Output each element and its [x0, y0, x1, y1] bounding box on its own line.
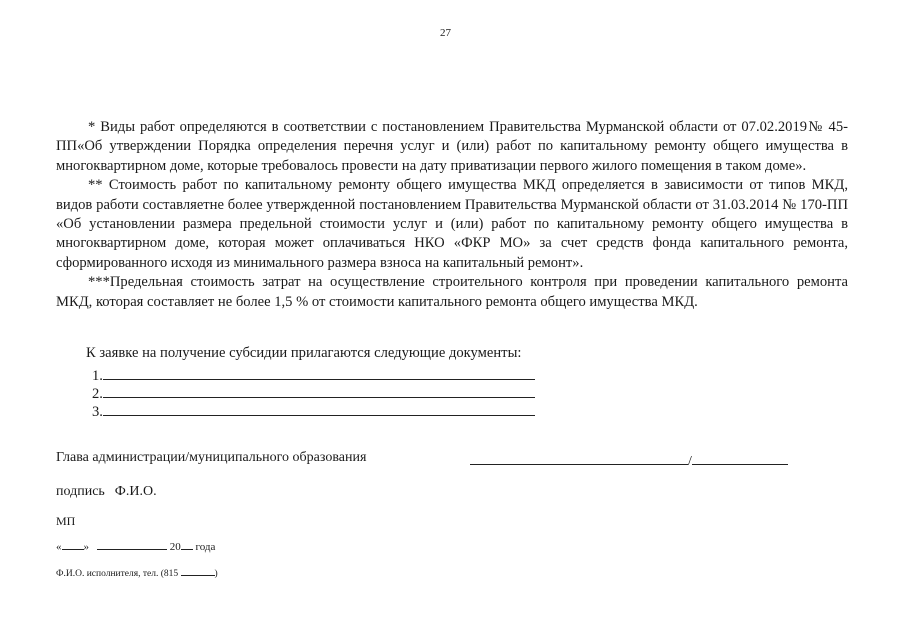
- signature-blank: [470, 452, 688, 465]
- fio-caption-label: Ф.И.О.: [114, 484, 157, 499]
- footnotes-section: [56, 118, 848, 312]
- date-line: [56, 539, 215, 553]
- attachment-number: 3.: [92, 404, 103, 420]
- signature-line: [470, 452, 788, 470]
- phone-blank: [181, 566, 215, 576]
- stamp-mark: МП: [56, 514, 76, 528]
- day-blank: [62, 539, 84, 550]
- executor-closing: ): [214, 569, 218, 579]
- date-close-quote: »: [83, 541, 89, 553]
- signature-caption: [56, 484, 157, 500]
- attachment-blank: [103, 401, 535, 416]
- month-blank: [97, 539, 167, 550]
- attachment-number: 2.: [92, 386, 103, 402]
- year-prefix: 20: [169, 541, 181, 553]
- attachment-line-1: [56, 365, 535, 383]
- signature-caption-label: подпись: [56, 484, 105, 499]
- attachment-blank: [103, 365, 535, 380]
- footnote-work-types: * Виды работ определяются в соответствии с постановлением Правительства Мурманской области от 07.02.2019№ 45-ПП«Об утверждении Порядка определения перечня услуг и (или) работ по капитальному ремонту общего имущества в многоквартирном доме, которые требовалось провести на дату приватизации первого жилого помещения в таком доме».: [56, 119, 848, 174]
- year-blank: [181, 539, 193, 550]
- attachment-line-2: [56, 383, 535, 401]
- signature-separator: /: [688, 454, 692, 469]
- page-number: 27: [440, 27, 451, 39]
- executor-line: [56, 566, 218, 579]
- attachment-number: 1.: [92, 368, 103, 384]
- attachments-section: [56, 344, 535, 419]
- footnote-work-cost: ** Стоимость работ по капитальному ремонту общего имущества МКД определяется в зависимости от типов МКД, видов работи составляетне более утвержденной постановлением Правительства Мурманской области от 31.03.2014 № 170-ПП «Об установлении размера предельной стоимости услуг и (или) работ по капитальному ремонту общего имущества в многоквартирном доме, которая может оплачиваться НКО «ФКР МО» за счет средств фонда капитального ремонта, сформированного исходя из минимального размера взноса на капитальный ремонт».: [56, 177, 848, 271]
- attachment-line-3: [56, 401, 535, 419]
- fio-blank: [692, 452, 788, 465]
- footnote-control-cost: ***Предельная стоимость затрат на осуществление строительного контроля при проведении капитального ремонта МКД, которая составляет не более 1,5 % от стоимости капитального ремонта общего имущества МКД.: [56, 274, 848, 310]
- head-of-administration-label: Глава администрации/муниципального образования: [56, 450, 367, 465]
- year-suffix: года: [195, 541, 216, 553]
- executor-label: Ф.И.О. исполнителя, тел. (815: [56, 569, 179, 579]
- date-open-quote: «: [56, 541, 62, 553]
- attachment-blank: [103, 383, 535, 398]
- attachments-title: К заявке на получение субсидии прилагаются следующие документы:: [86, 345, 522, 361]
